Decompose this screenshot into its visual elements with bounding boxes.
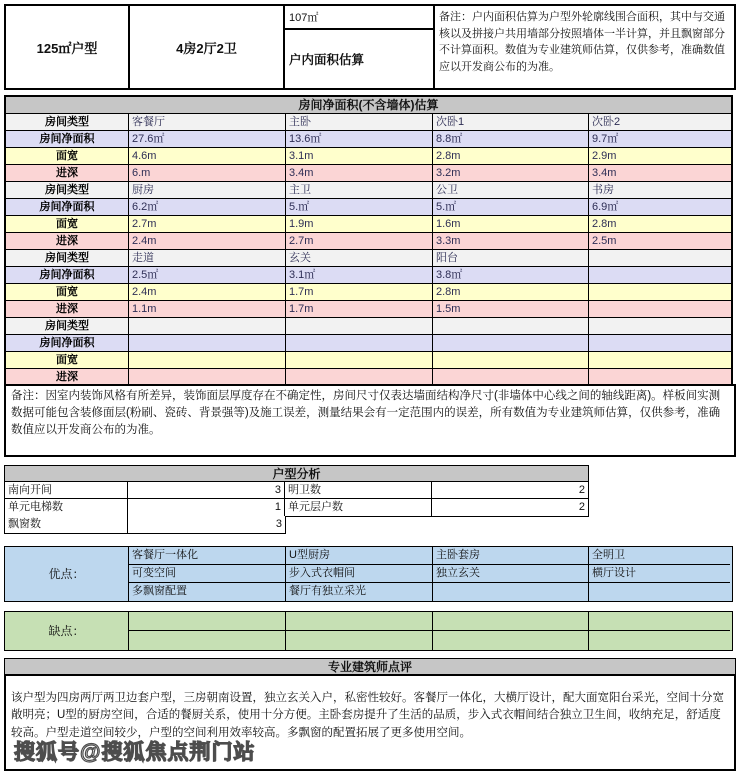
room-area-cell	[589, 267, 731, 284]
table-row	[6, 182, 731, 199]
cons-cell	[589, 631, 730, 650]
room-width-cell	[129, 352, 286, 369]
analysis-label: 单元电梯数	[5, 499, 128, 516]
cons-cell	[433, 612, 589, 631]
room-width-cell	[433, 352, 589, 369]
analysis-label: 单元层户数	[285, 499, 432, 516]
analysis-title: 户型分析	[4, 465, 589, 482]
unit-summary-table	[4, 4, 736, 90]
room-depth-cell: 6.m	[129, 165, 286, 182]
analysis-row	[4, 516, 286, 534]
room-width-cell: 1.9m	[286, 216, 433, 233]
room-type-cell: 走道	[129, 250, 286, 267]
unit-layout-cell: 4房2厅2卫	[130, 6, 285, 88]
room-type-cell: 次卧1	[433, 114, 589, 131]
room-area-cell	[433, 335, 589, 352]
analysis-value: 2	[432, 482, 588, 499]
analysis-row	[5, 482, 588, 499]
room-width-cell: 2.7m	[129, 216, 286, 233]
room-width-cell: 2.4m	[129, 284, 286, 301]
room-area-cell: 5.㎡	[286, 199, 433, 216]
row-label-type: 房间类型	[6, 250, 129, 267]
row-label-area: 房间净面积	[6, 267, 129, 284]
remark-box: 备注：因室内装饰风格有所差异，装饰面层厚度存在不确定性，房间尺寸仅表达墙面结构净尺寸(非墙体中心线之间的轴线距离)。样板间实测数据可能包含装修面层(粉刷、瓷砖、背景强等)及施工误差，测量结果会有一定范围内的误差，所有数值为专业建筑师估算，仅供参考，准确数值应以开发商公布的为准。	[4, 384, 736, 457]
analysis-value: 1	[128, 499, 285, 516]
analysis-label: 南向开间	[5, 482, 128, 499]
room-area-cell	[286, 335, 433, 352]
room-width-cell: 1.7m	[286, 284, 433, 301]
room-area-cell: 6.2㎡	[129, 199, 286, 216]
room-depth-cell: 2.4m	[129, 233, 286, 250]
room-depth-cell	[589, 301, 731, 318]
table-row	[6, 284, 731, 301]
pros-table	[4, 546, 733, 602]
table-row	[6, 114, 731, 131]
room-type-cell: 公卫	[433, 182, 589, 199]
cons-table	[4, 611, 733, 651]
analysis-row	[5, 499, 588, 516]
room-type-cell	[129, 318, 286, 335]
room-area-cell: 6.9㎡	[589, 199, 731, 216]
review-header	[4, 658, 736, 675]
room-type-cell	[433, 318, 589, 335]
room-width-cell: 2.8m	[433, 284, 589, 301]
analysis-value: 3	[128, 482, 285, 499]
pros-cell: 餐厅有独立采光	[286, 583, 433, 601]
pros-cell: 客餐厅一体化	[129, 547, 286, 565]
table-row	[6, 216, 731, 233]
row-label-type: 房间类型	[6, 114, 129, 131]
pros-cell: 独立玄关	[433, 565, 589, 583]
analysis-label: 明卫数	[285, 482, 432, 499]
cons-cell	[286, 612, 433, 631]
room-depth-cell: 1.1m	[129, 301, 286, 318]
row-label-width: 面宽	[6, 284, 129, 301]
table-row	[6, 233, 731, 250]
room-area-cell: 5.㎡	[433, 199, 589, 216]
room-width-cell: 2.9m	[589, 148, 731, 165]
review-box	[4, 675, 736, 771]
room-type-cell: 书房	[589, 182, 731, 199]
room-type-cell: 主卫	[286, 182, 433, 199]
room-area-cell: 2.5㎡	[129, 267, 286, 284]
analysis-label: 飘窗数	[5, 516, 128, 533]
room-type-cell	[589, 250, 731, 267]
table-row	[6, 318, 731, 335]
table-row	[6, 199, 731, 216]
pros-cell: 主卧套房	[433, 547, 589, 565]
row-label-depth: 进深	[6, 301, 129, 318]
cons-cell	[589, 612, 730, 631]
room-area-cell: 3.8㎡	[433, 267, 589, 284]
analysis-table	[4, 482, 589, 517]
room-type-cell: 玄关	[286, 250, 433, 267]
cons-cell	[433, 631, 589, 650]
row-label-area: 房间净面积	[6, 131, 129, 148]
row-label-area: 房间净面积	[6, 199, 129, 216]
room-type-cell: 客餐厅	[129, 114, 286, 131]
room-type-cell	[589, 318, 731, 335]
pros-cell	[433, 583, 589, 601]
pros-cell: 多飘窗配置	[129, 583, 286, 601]
row-label-type: 房间类型	[6, 318, 129, 335]
row-label-width: 面宽	[6, 216, 129, 233]
room-area-cell: 8.8㎡	[433, 131, 589, 148]
row-label-depth: 进深	[6, 233, 129, 250]
table-row	[6, 165, 731, 182]
pros-cell: U型厨房	[286, 547, 433, 565]
table-row	[6, 267, 731, 284]
cons-cell	[286, 631, 433, 650]
review-title: 专业建筑师点评	[4, 658, 736, 675]
room-table-title: 房间净面积(不含墙体)估算	[6, 97, 731, 114]
room-depth-cell: 3.4m	[589, 165, 731, 182]
room-width-cell	[286, 352, 433, 369]
analysis-value: 3	[128, 516, 285, 533]
row-label-width: 面宽	[6, 352, 129, 369]
room-depth-cell: 2.5m	[589, 233, 731, 250]
room-width-cell	[589, 352, 731, 369]
room-width-cell: 1.6m	[433, 216, 589, 233]
pros-cell: 横厅设计	[589, 565, 730, 583]
room-width-cell: 4.6m	[129, 148, 286, 165]
table-row	[6, 335, 731, 352]
row-label-type: 房间类型	[6, 182, 129, 199]
row-label-width: 面宽	[6, 148, 129, 165]
pros-label: 优点：	[5, 547, 129, 601]
unit-type-cell: 125㎡户型	[6, 6, 130, 88]
room-type-cell: 次卧2	[589, 114, 731, 131]
pros-cell: 可变空间	[129, 565, 286, 583]
header-note: 备注：户内面积估算为户型外轮廓线围合面积，其中与交通核以及拼接户共用墙部分按照墙体一半计算，并且飘窗部分不计算面积。数值为专业建筑师估算，仅供参考，准确数值应以开发商公布的为准。	[439, 11, 725, 73]
room-depth-cell: 3.2m	[433, 165, 589, 182]
table-row	[6, 131, 731, 148]
room-depth-cell: 3.4m	[286, 165, 433, 182]
room-area-cell: 9.7㎡	[589, 131, 731, 148]
room-area-cell	[589, 335, 731, 352]
row-label-depth: 进深	[6, 165, 129, 182]
room-depth-cell: 1.5m	[433, 301, 589, 318]
cons-cell	[129, 612, 286, 631]
inner-area-label: 户内面积估算	[289, 53, 365, 67]
table-row	[6, 148, 731, 165]
room-type-cell: 阳台	[433, 250, 589, 267]
room-area-table	[4, 95, 733, 388]
room-type-cell	[286, 318, 433, 335]
room-area-cell: 13.6㎡	[286, 131, 433, 148]
inner-area-cell	[285, 6, 435, 88]
row-label-depth: 进深	[6, 369, 129, 386]
room-area-cell: 3.1㎡	[286, 267, 433, 284]
room-width-cell: 3.1m	[286, 148, 433, 165]
pros-cell: 步入式衣帽间	[286, 565, 433, 583]
table-row	[6, 301, 731, 318]
table-row	[6, 250, 731, 267]
pros-cell: 全明卫	[589, 547, 730, 565]
cons-cell	[129, 631, 286, 650]
room-area-cell	[129, 335, 286, 352]
room-depth-cell: 3.3m	[433, 233, 589, 250]
room-depth-cell: 1.7m	[286, 301, 433, 318]
analysis-header	[4, 465, 589, 482]
review-text: 该户型为四房两厅两卫边套户型，三房朝南设置，独立玄关入户，私密性较好。客餐厅一体化，大横厅设计，配大面宽阳台采光，空间十分宽敞明亮；U型的厨房空间，合适的餐厨关系，使用十分方便。主卧套房提升了生活的品质，步入式衣帽间结合独立卫生间，收纳充足，舒适度较高。户型走道空间较少，户型的空间利用效率较高。多飘窗的配置拓展了更多使用空间。	[11, 692, 724, 739]
analysis-value: 2	[432, 499, 588, 516]
row-label-area: 房间净面积	[6, 335, 129, 352]
room-width-cell: 2.8m	[589, 216, 731, 233]
room-type-cell: 主卧	[286, 114, 433, 131]
table-row	[6, 352, 731, 369]
room-width-cell	[589, 284, 731, 301]
room-type-cell: 厨房	[129, 182, 286, 199]
pros-cell	[589, 583, 730, 601]
room-width-cell: 2.8m	[433, 148, 589, 165]
watermark-text: 搜狐号@搜狐焦点荆门站	[14, 740, 256, 764]
cons-label: 缺点：	[5, 612, 129, 650]
room-depth-cell: 2.7m	[286, 233, 433, 250]
inner-area-value: 107㎡	[285, 6, 433, 30]
room-area-cell: 27.6㎡	[129, 131, 286, 148]
